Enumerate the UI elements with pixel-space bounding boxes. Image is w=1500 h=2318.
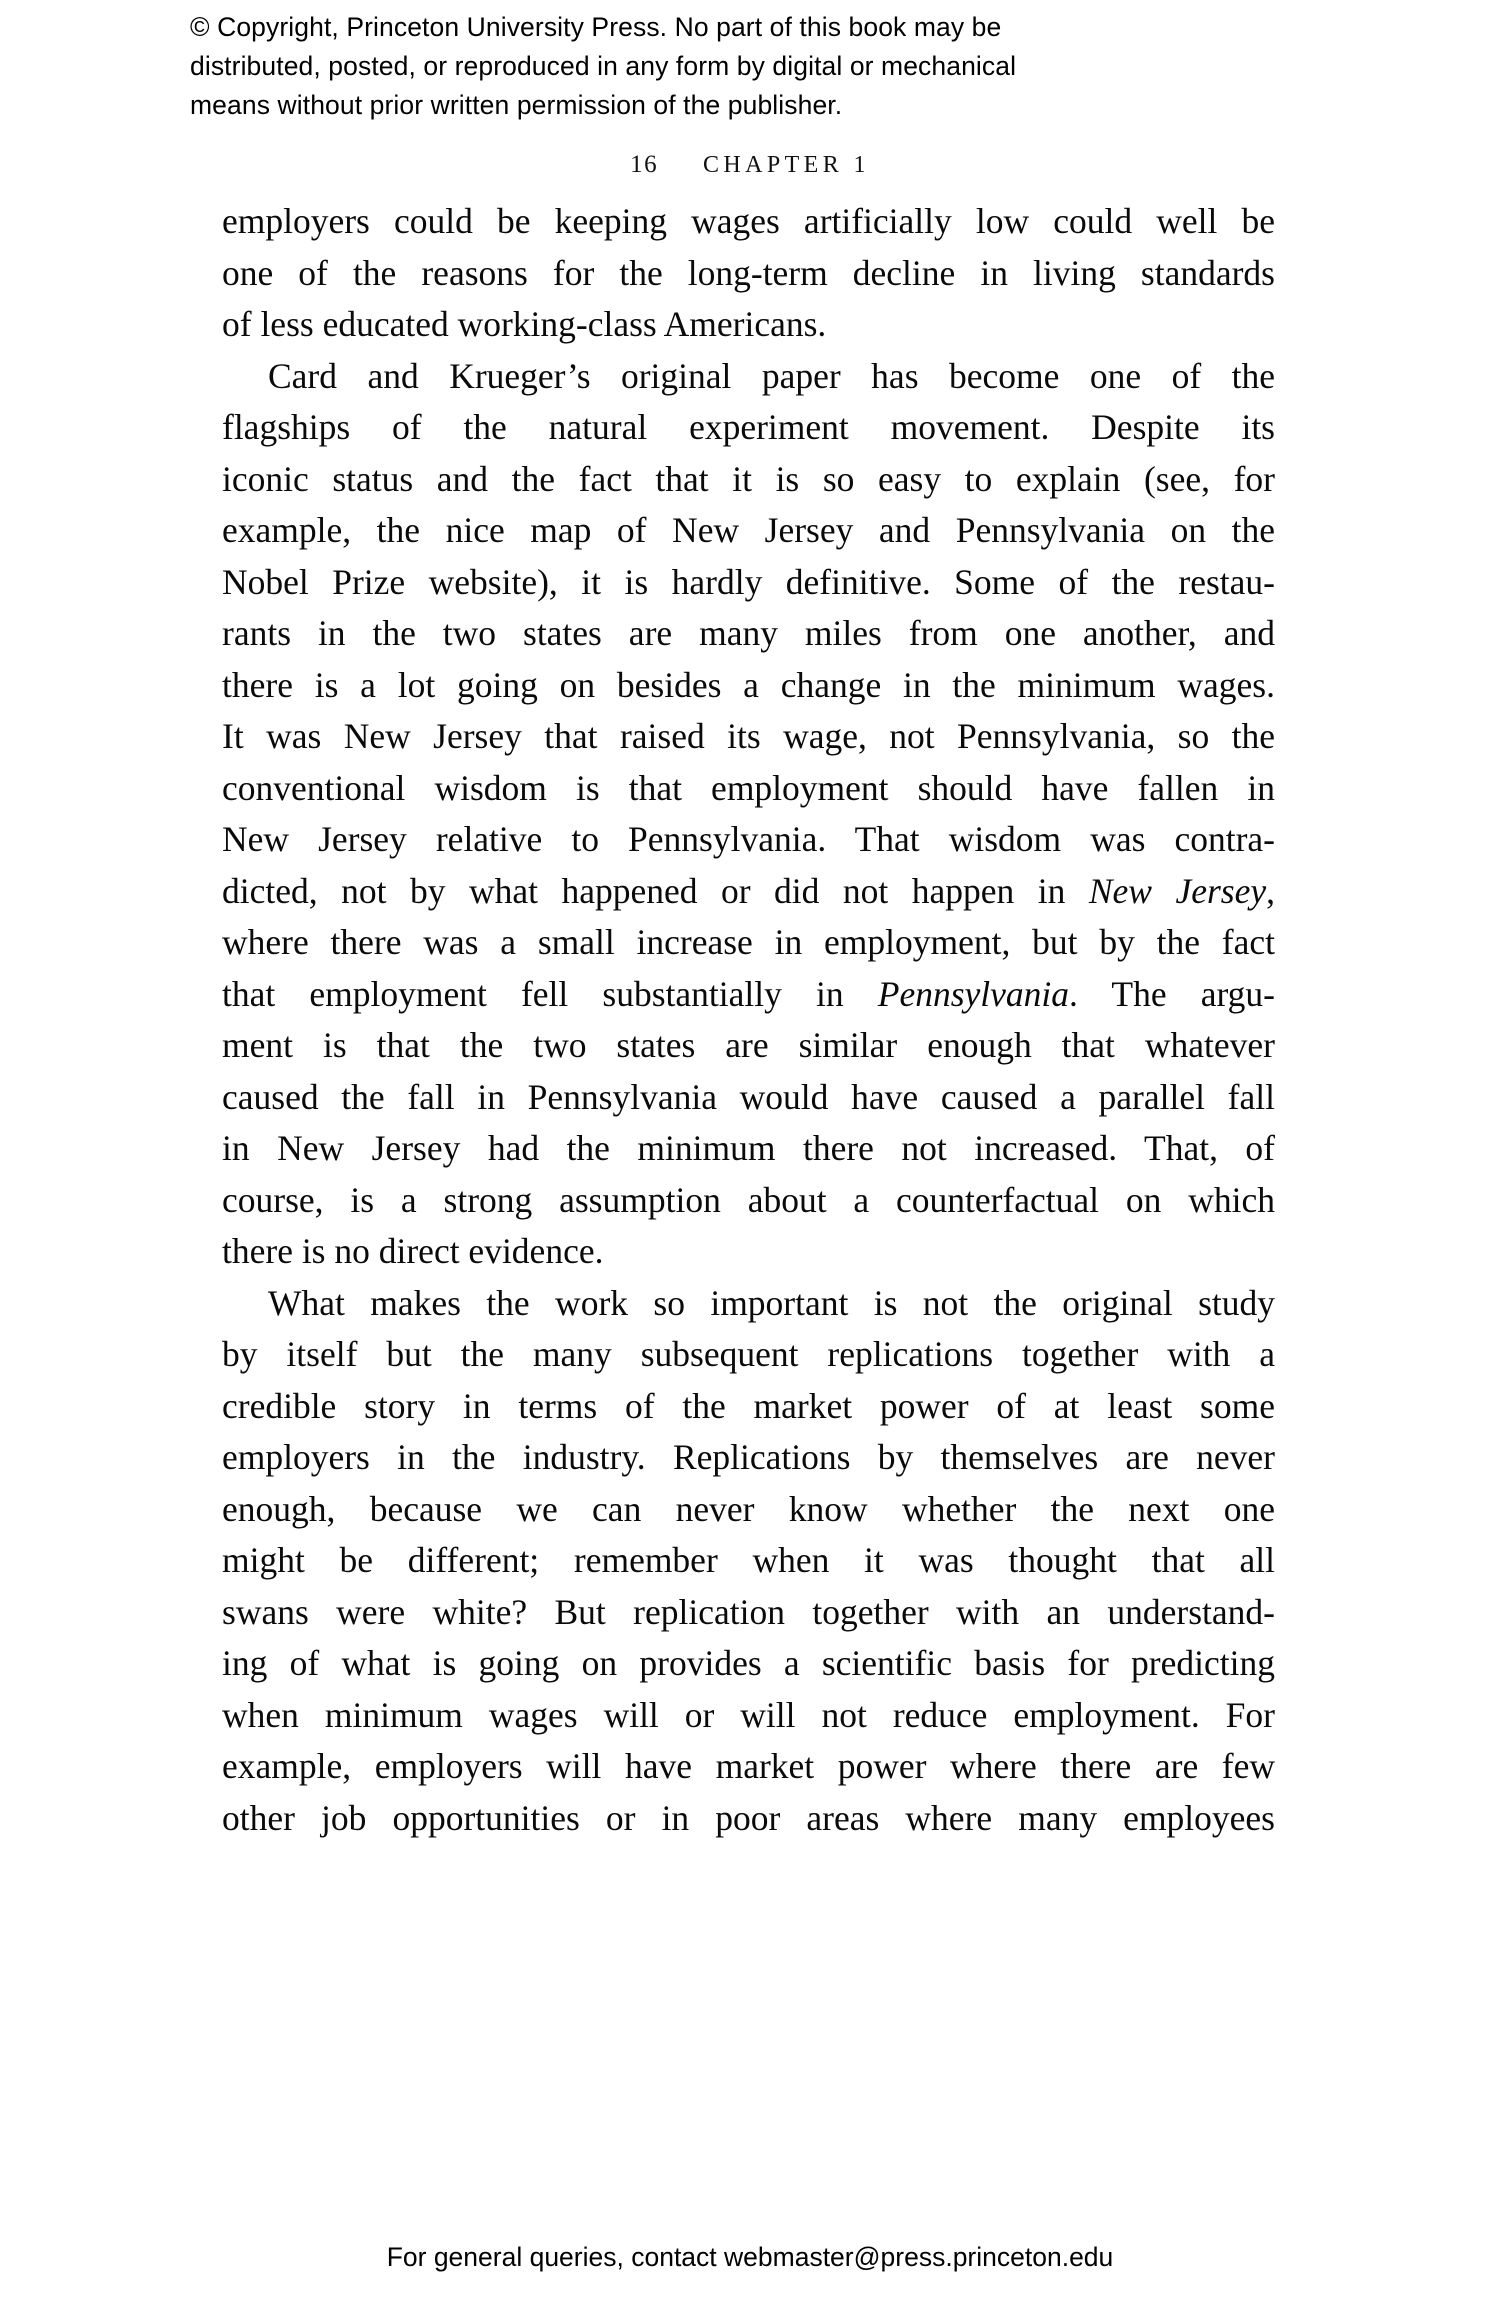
line-text: Nobel Prize website), it is hardly definitive. Some of the restau- <box>222 561 1275 602</box>
body-text-line <box>222 660 1275 712</box>
body-text-line <box>222 454 1275 506</box>
line-text: there is a lot going on besides a change in the minimum wages. <box>222 664 1275 705</box>
line-text: in New Jersey had the minimum there not increased. That, of <box>222 1128 1275 1168</box>
line-text: ing of what is going on provides a scientific basis for predicting <box>222 1643 1275 1683</box>
line-text: by itself but the many subsequent replications together with a <box>222 1334 1275 1374</box>
line-text: employers in the industry. Replications by themselves are never <box>222 1437 1275 1477</box>
body-text-line <box>222 1329 1275 1381</box>
line-text: there is no direct evidence. <box>222 1231 604 1271</box>
line-text: What makes the work so important is not the original study <box>268 1282 1275 1323</box>
body-text-line <box>222 814 1275 866</box>
line-text: enough, because we can never know whether the next one <box>222 1488 1275 1529</box>
body-text-line <box>222 1690 1275 1742</box>
running-head-chapter-title: CHAPTER 1 <box>702 152 870 178</box>
line-text: credible story in terms of the market power of at least some <box>222 1385 1275 1426</box>
line-text: ment is that the two states are similar enough that whatever <box>222 1025 1275 1065</box>
line-text: dicted, not by what happened or did not happen in <box>222 870 1089 911</box>
body-text-line <box>222 1123 1275 1175</box>
italic-emphasis: Pennsylvania <box>877 973 1070 1014</box>
line-text: course, is a strong assumption about a counterfactual on which <box>222 1179 1275 1220</box>
body-text-line <box>222 711 1275 763</box>
body-text-line <box>222 1278 1275 1330</box>
running-head <box>0 150 1500 180</box>
line-text: that employment fell substantially in <box>222 973 878 1014</box>
body-text-line <box>222 299 1275 351</box>
line-text-tail: , <box>1266 870 1275 911</box>
copyright-notice <box>190 8 1310 125</box>
body-text-line <box>222 1020 1275 1072</box>
body-text-line <box>222 917 1275 969</box>
body-text-line <box>222 969 1275 1021</box>
line-text: one of the reasons for the long-term decline in living standards <box>222 252 1275 293</box>
body-text-line <box>222 763 1275 815</box>
line-text: rants in the two states are many miles from one another, and <box>222 613 1275 653</box>
line-text: iconic status and the fact that it is so easy to explain (see, for <box>222 458 1275 499</box>
body-text-line <box>222 1381 1275 1433</box>
line-text: other job opportunities or in poor areas where many employees <box>222 1797 1275 1838</box>
line-text: Card and Krueger’s original paper has become one of the <box>268 355 1275 396</box>
line-text: might be different; remember when it was thought that all <box>222 1540 1275 1580</box>
body-text-line <box>222 1535 1275 1587</box>
line-text: employers could be keeping wages artificially low could well be <box>222 201 1275 241</box>
body-text-line <box>222 1587 1275 1639</box>
line-text: swans were white? But replication together with an understand- <box>222 1591 1275 1632</box>
line-text: where there was a small increase in employment, but by the fact <box>222 922 1275 962</box>
body-text-line <box>222 1175 1275 1227</box>
line-text-tail: . The argu- <box>1069 973 1275 1014</box>
body-text-line <box>222 1226 1275 1278</box>
body-text-line <box>222 1484 1275 1536</box>
italic-emphasis: New Jersey <box>1088 870 1267 911</box>
body-text-line <box>222 866 1275 918</box>
body-text-line <box>222 248 1275 300</box>
body-text-line <box>222 557 1275 609</box>
body-text-line <box>222 402 1275 454</box>
line-text: conventional wisdom is that employment should have fallen in <box>222 767 1275 808</box>
line-text: of less educated working-class Americans. <box>222 304 827 344</box>
line-text: when minimum wages will or will not reduce employment. For <box>222 1694 1275 1735</box>
copyright-line-3: means without prior written permission of the publisher. <box>190 90 843 120</box>
body-text-line <box>222 1432 1275 1484</box>
line-text: example, the nice map of New Jersey and Pennsylvania on the <box>222 510 1275 550</box>
line-text: It was New Jersey that raised its wage, not Pennsylvania, so the <box>222 716 1275 756</box>
line-text: New Jersey relative to Pennsylvania. That wisdom was contra- <box>222 819 1275 859</box>
body-text-line <box>222 196 1275 248</box>
footer-queries-notice: For general queries, contact webmaster@press.princeton.edu <box>386 2242 1114 2272</box>
body-text-line <box>222 351 1275 403</box>
line-text: flagships of the natural experiment movement. Despite its <box>222 407 1275 447</box>
body-text-line <box>222 505 1275 557</box>
line-text: example, employers will have market power where there are few <box>222 1746 1275 1786</box>
body-text-block <box>222 196 1275 1844</box>
body-text-line <box>222 1741 1275 1793</box>
body-text-line <box>222 1793 1275 1845</box>
body-text-line <box>222 608 1275 660</box>
body-text-line <box>222 1638 1275 1690</box>
copyright-line-1: © Copyright, Princeton University Press. No part of this book may be <box>190 12 1002 42</box>
page-folio-number: 16 <box>630 151 659 178</box>
copyright-line-2: distributed, posted, or reproduced in any form by digital or mechanical <box>190 51 1017 81</box>
body-text-line <box>222 1072 1275 1124</box>
line-text: caused the fall in Pennsylvania would have caused a parallel fall <box>222 1076 1275 1117</box>
